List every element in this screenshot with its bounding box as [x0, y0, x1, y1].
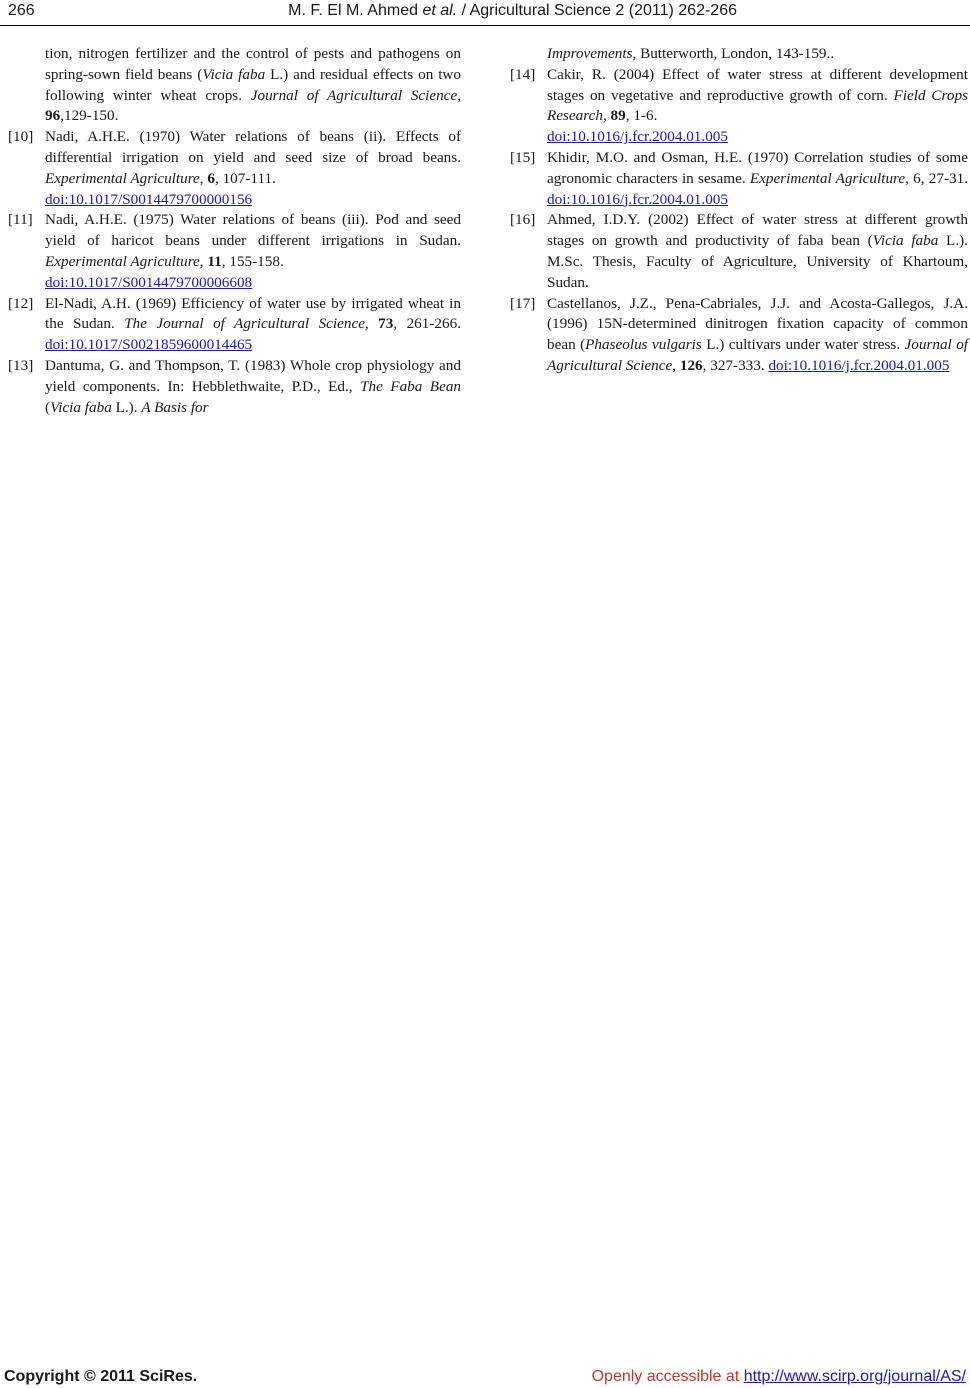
ref-number: [15] — [510, 148, 536, 166]
reference-12 — [8, 294, 461, 356]
ref-pages: , 155-158. — [221, 252, 284, 270]
copyright-notice: Copyright © 2011 SciRes. — [4, 1368, 198, 1385]
ref-text: , — [199, 169, 208, 187]
ref-italic: Vicia faba — [872, 232, 939, 250]
ref-volume: 126 — [679, 356, 703, 374]
ref-number: [10] — [8, 128, 34, 146]
ref-number: [16] — [510, 211, 536, 229]
ref-volume: 73 — [378, 315, 394, 333]
ref-text: , — [364, 315, 379, 333]
header-rule — [0, 25, 970, 26]
ref-italic: Phaseolus vulgaris — [585, 336, 702, 354]
ref-pages: , 1-6. — [625, 107, 658, 125]
ref-journal: Experimental Agriculture — [45, 252, 200, 270]
ref-journal: Experimental Agriculture — [45, 169, 200, 187]
reference-16 — [510, 210, 968, 293]
ref-text: ( — [45, 398, 51, 416]
ref-book-title: The Faba Bean — [360, 377, 462, 395]
ref-journal: Journal of Agricultural Science — [547, 336, 969, 374]
running-head — [288, 2, 737, 20]
open-access-text: Openly accessible at — [591, 1368, 744, 1385]
open-access-notice — [592, 1368, 966, 1386]
ref-text: Dantuma, G. and Thompson, T. (1983) Whole crop physiology and yield components. In: Hebblethwaite, P.D., Ed., — [45, 356, 461, 395]
ref-volume: 89 — [610, 107, 626, 125]
ref-journal: Journal of Agricultural Science — [250, 86, 458, 104]
page-number: 266 — [8, 2, 35, 19]
ref-text: Khidir, M.O. and Osman, H.E. (1970) Correlation studies of some agronomic characters in sesame. — [547, 148, 968, 187]
doi-link[interactable]: doi:10.1016/j.fcr.2004.01.005 — [547, 128, 728, 146]
doi-link[interactable]: doi:10.1017/S0014479700006608 — [45, 273, 253, 291]
ref-text: , — [602, 107, 611, 125]
ref-journal: Field Crops Research — [547, 86, 968, 125]
doi-link[interactable]: doi:10.1017/S0021859600014465 — [45, 336, 253, 354]
running-head-authors: M. F. El M. Ahmed — [288, 2, 423, 19]
ref-text: L.) and residual effects on two following winter wheat crops. — [45, 65, 461, 104]
reference-14 — [510, 65, 968, 148]
page-header — [0, 0, 970, 24]
ref-number: [17] — [510, 294, 536, 312]
reference-13 — [8, 356, 461, 418]
ref-text: , — [457, 86, 461, 104]
ref-text: Nadi, A.H.E. (1975) Water relations of beans (iii). Pod and seed yield of haricot beans under different irrigations in Sudan. — [45, 211, 461, 250]
ref-number: [11] — [8, 211, 33, 229]
reference-11 — [8, 210, 461, 293]
reference-10 — [8, 127, 461, 210]
ref-italic: Vicia faba — [50, 398, 112, 416]
ref-volume: 11 — [207, 252, 222, 270]
ref-text: , 6, 27-31. — [905, 169, 969, 187]
ref-pages: , 261-266. — [393, 315, 462, 333]
running-head-journal: / Agricultural Science 2 (2011) 262-266 — [457, 2, 737, 19]
ref-text: , Butterworth, London, 143-159.. — [632, 45, 835, 62]
ref-text: tion, nitrogen fertilizer and the control of pests and pathogens on spring-sown field beans ( — [45, 45, 461, 83]
ref-text: , — [199, 252, 208, 270]
reference-15 — [510, 148, 968, 210]
ref-volume: 6 — [207, 169, 215, 187]
ref-text: , — [672, 356, 680, 374]
ref-pages: , 107-111. — [214, 169, 276, 187]
ref-text: L.) cultivars under water stress. — [701, 336, 905, 354]
doi-link[interactable]: doi:10.1016/j.fcr.2004.01.005 — [768, 356, 950, 374]
ref-text: L.). — [111, 398, 142, 416]
reference-17 — [510, 294, 968, 377]
ref-volume: 96 — [45, 107, 61, 125]
running-head-etal: et al. — [422, 2, 458, 19]
ref-text: El-Nadi, A.H. (1969) Efficiency of water use by irrigated wheat in the Sudan. — [45, 294, 461, 333]
ref-book-title: A Basis for — [141, 398, 209, 416]
doi-link[interactable]: doi:10.1017/S0014479700000156 — [45, 190, 253, 208]
ref-journal: The Journal of Agricultural Science — [124, 315, 365, 333]
reference-9-continued — [8, 44, 461, 127]
ref-number: [13] — [8, 356, 34, 374]
right-column — [510, 44, 968, 377]
ref-number: [14] — [510, 65, 536, 83]
left-column — [8, 44, 461, 418]
ref-journal: Experimental Agriculture — [749, 169, 906, 187]
ref-italic: Vicia faba — [202, 65, 266, 83]
ref-text: L.). M.Sc. Thesis, Faculty of Agriculture, University of Khartoum, Sudan. — [547, 232, 968, 291]
ref-pages: , 327-333. — [702, 356, 769, 374]
ref-text: Cakir, R. (2004) Effect of water stress at different development stages on vegetative and reproductive growth of corn. — [547, 65, 968, 104]
doi-link[interactable]: doi:10.1016/j.fcr.2004.01.005 — [547, 190, 728, 208]
ref-text: Nadi, A.H.E. (1970) Water relations of beans (ii). Effects of differential irrigation on yield and seed size of broad beans. — [45, 128, 461, 166]
ref-book-title: Improvements — [547, 45, 633, 62]
journal-url-link[interactable]: http://www.scirp.org/journal/AS/ — [743, 1368, 966, 1385]
ref-pages: ,129-150. — [60, 107, 119, 125]
ref-text: Castellanos, J.Z., Pena-Cabriales, J.J. and Acosta-Gallegos, J.A. (1996) 15N-determined dinitrogen fixation capacity of common bean ( — [547, 294, 968, 354]
reference-13-continued — [510, 44, 968, 65]
ref-text: Ahmed, I.D.Y. (2002) Effect of water stress at different growth stages on growth and productivity of faba bean ( — [547, 211, 968, 250]
ref-number: [12] — [8, 294, 34, 312]
